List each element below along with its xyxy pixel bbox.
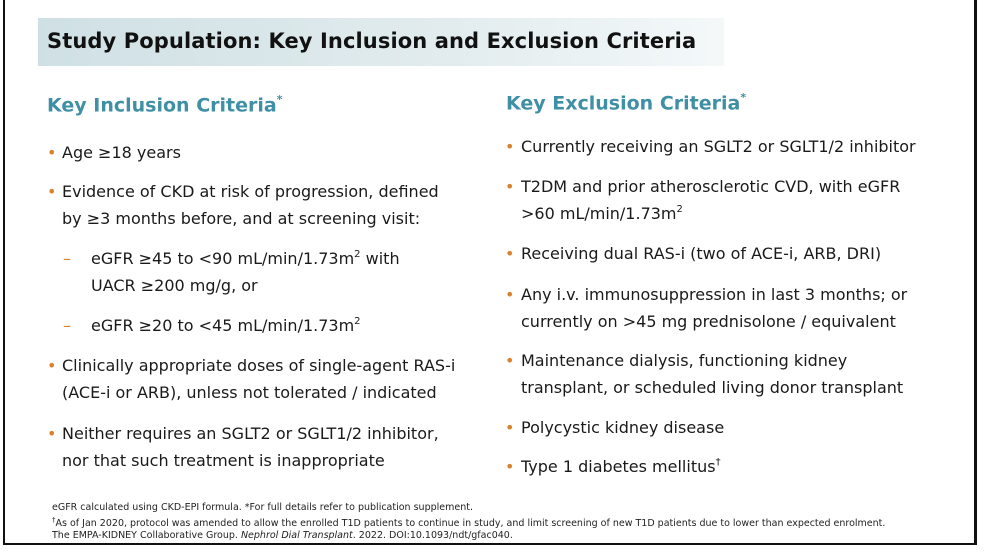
citation-journal: Nephrol Dial Transplant <box>240 530 353 541</box>
inclusion-sub2-line1 <box>91 312 361 339</box>
citation-prefix: The EMPA-KIDNEY Collaborative Group. <box>52 530 241 541</box>
exclusion-current: Currently receiving an SGLT2 or SGLT1/2 inhibitor <box>521 137 916 156</box>
inclusion-ckd-line2: by ≥3 months before, and at screening visit: <box>62 209 421 228</box>
exclusion-t1d-text: Type 1 diabetes mellitus <box>521 457 716 476</box>
exclusion-immuno-line1: Any i.v. immunosuppression in last 3 months; or <box>521 285 908 304</box>
footnote-egfr: eGFR calculated using CKD-EPI formula. *For full details refer to publication supplement. <box>52 502 473 513</box>
inclusion-rasi-line2: (ACE-i or ARB), unless not tolerated / indicated <box>62 383 437 402</box>
exclusion-t2dm-text: >60 mL/min/1.73m <box>521 204 677 223</box>
bullet-icon: • <box>505 457 515 476</box>
exclusion-t2dm-sup: 2 <box>676 203 683 215</box>
inclusion-sub1-sup: 2 <box>354 248 361 260</box>
inclusion-rasi-line1: Clinically appropriate doses of single-agent RAS-i <box>62 356 456 375</box>
inclusion-sglt-line1: Neither requires an SGLT2 or SGLT1/2 inhibitor, <box>62 424 439 443</box>
exclusion-t1d-mark: † <box>715 456 721 468</box>
exclusion-immuno-line2: currently on >45 mg prednisolone / equivalent <box>521 312 896 331</box>
inclusion-sub1-text: eGFR ≥45 to <90 mL/min/1.73m <box>91 249 355 268</box>
exclusion-dual: Receiving dual RAS-i (two of ACE-i, ARB, DRI) <box>521 244 882 263</box>
footnote-t1d <box>52 516 885 529</box>
inclusion-sub1-after: with <box>360 249 400 268</box>
bullet-icon: • <box>47 143 57 162</box>
inclusion-heading-text: Key Inclusion Criteria <box>47 94 277 117</box>
slide-title: Study Population: Key Inclusion and Exclusion Criteria <box>47 29 697 53</box>
bullet-icon: • <box>505 137 515 156</box>
exclusion-t2dm-line1: T2DM and prior atherosclerotic CVD, with eGFR <box>521 177 901 196</box>
exclusion-polycystic: Polycystic kidney disease <box>521 418 725 437</box>
frame-right-border <box>974 0 977 545</box>
bullet-icon: • <box>47 182 57 201</box>
inclusion-heading-mark: * <box>276 93 283 106</box>
exclusion-dialysis-line1: Maintenance dialysis, functioning kidney <box>521 351 848 370</box>
bullet-icon: • <box>47 424 57 443</box>
dash-icon: – <box>63 316 71 335</box>
bullet-icon: • <box>505 285 515 304</box>
frame-bottom-border <box>3 543 977 545</box>
dash-icon: – <box>63 249 71 268</box>
frame-left-border <box>3 0 5 545</box>
exclusion-heading <box>506 92 746 114</box>
footnote-citation <box>52 530 513 542</box>
bullet-icon: • <box>505 244 515 263</box>
inclusion-sglt-line2: nor that such treatment is inappropriate <box>62 451 385 470</box>
exclusion-heading-text: Key Exclusion Criteria <box>506 92 741 115</box>
exclusion-dialysis-line2: transplant, or scheduled living donor transplant <box>521 378 904 397</box>
bullet-icon: • <box>505 351 515 370</box>
inclusion-heading <box>47 94 282 116</box>
inclusion-ckd-line1: Evidence of CKD at risk of progression, defined <box>62 182 439 201</box>
inclusion-sub1-line1 <box>91 245 400 272</box>
inclusion-age: Age ≥18 years <box>62 143 181 162</box>
inclusion-sub1-line2: UACR ≥200 mg/g, or <box>91 276 258 295</box>
footnote-t1d-text: As of Jan 2020, protocol was amended to allow the enrolled T1D patients to continue in study, and limit screening of new T1D patients due to lower than expected enrolment. <box>55 518 886 530</box>
citation-suffix: . 2022. DOI:10.1093/ndt/gfac040. <box>352 530 513 541</box>
exclusion-heading-mark: * <box>740 91 747 104</box>
exclusion-t1d <box>521 453 721 480</box>
bullet-icon: • <box>505 177 515 196</box>
bullet-icon: • <box>505 418 515 437</box>
inclusion-sub2-text: eGFR ≥20 to <45 mL/min/1.73m <box>91 316 355 335</box>
bullet-icon: • <box>47 356 57 375</box>
exclusion-t2dm-line2 <box>521 200 683 227</box>
footnote-t1d-mark: † <box>52 516 56 524</box>
inclusion-sub2-sup: 2 <box>354 315 361 327</box>
